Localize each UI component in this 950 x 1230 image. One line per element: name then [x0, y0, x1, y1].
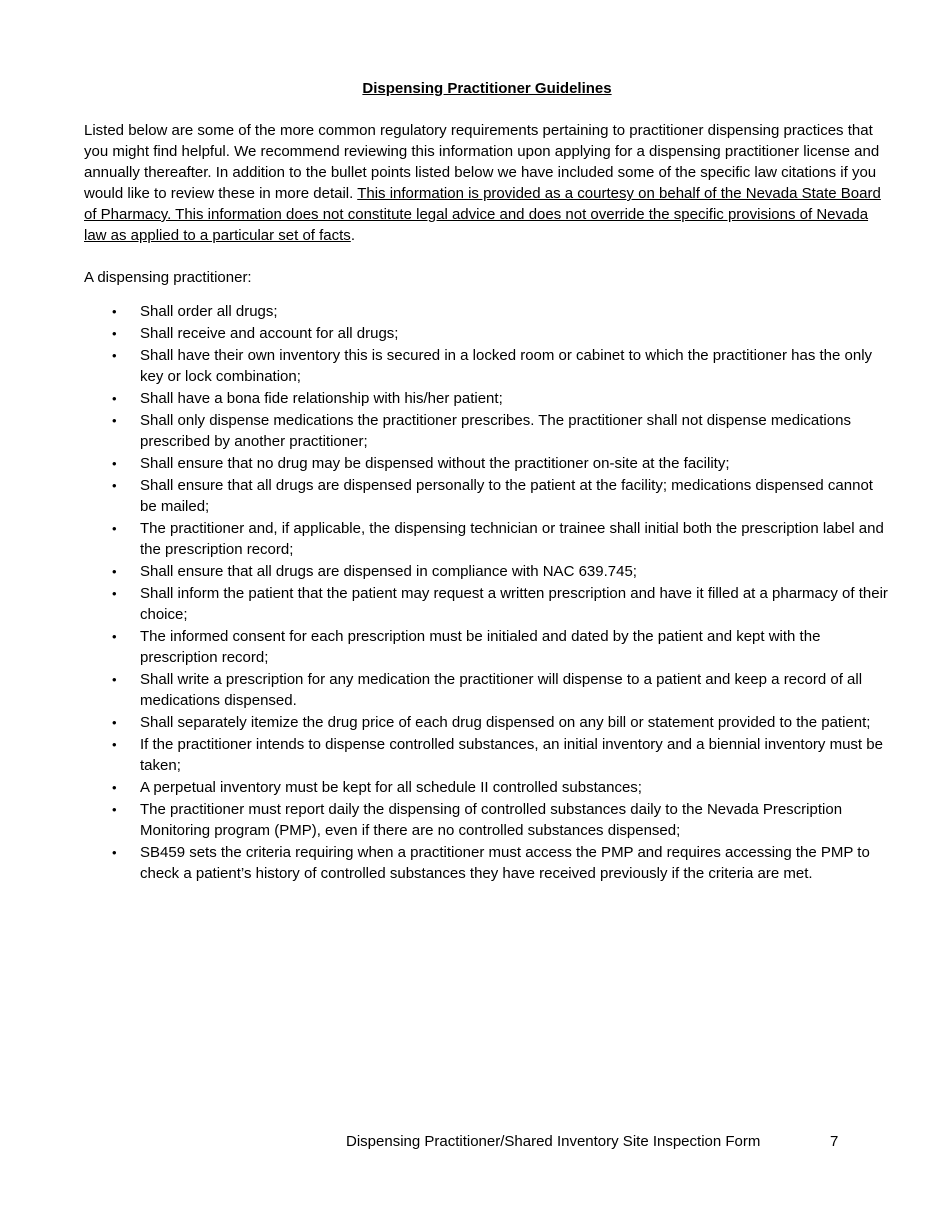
footer-form-title: Dispensing Practitioner/Shared Inventory Site Inspection Form	[346, 1133, 761, 1150]
list-item	[84, 518, 890, 560]
bullet-icon: •	[112, 413, 117, 428]
list-item-text: Shall ensure that all drugs are dispensed in compliance with NAC 639.745;	[140, 563, 637, 580]
list-item	[84, 799, 890, 841]
list-item	[84, 410, 890, 452]
list-item-text: Shall only dispense medications the practitioner prescribes. The practitioner shall not dispense medications prescribed by another practitioner;	[140, 412, 851, 450]
list-item-text: A perpetual inventory must be kept for all schedule II controlled substances;	[140, 779, 642, 796]
list-item	[84, 583, 890, 625]
bullet-icon: •	[112, 348, 117, 363]
bullet-icon: •	[112, 456, 117, 471]
bullet-icon: •	[112, 586, 117, 601]
list-item	[84, 626, 890, 668]
list-item-text: Shall have their own inventory this is secured in a locked room or cabinet to which the practitioner has the only key or lock combination;	[140, 347, 873, 385]
bullet-icon: •	[112, 564, 117, 579]
bullet-icon: •	[112, 802, 117, 817]
list-item	[84, 388, 890, 409]
list-item	[84, 475, 890, 517]
intro-end: .	[350, 227, 355, 244]
page-title: Dispensing Practitioner Guidelines	[362, 80, 612, 97]
bullet-icon: •	[112, 391, 117, 406]
list-item-text: Shall inform the patient that the patient may request a written prescription and have it filled at a pharmacy of their choice;	[140, 585, 888, 623]
list-item-text: The practitioner must report daily the dispensing of controlled substances daily to the Nevada Prescription Monitoring program (PMP), even if there are no controlled substances dispensed;	[140, 801, 843, 839]
bullet-icon: •	[112, 326, 117, 341]
list-item-text: Shall ensure that all drugs are dispensed personally to the patient at the facility; medications dispensed cannot be mailed;	[140, 477, 873, 515]
intro-text: Listed below are some of the more common regulatory requirements pertaining to practitioner dispensing practices that you might find helpful. We recommend reviewing this information upon applying for a dispensing practitioner license and annually thereafter. In addition to the bullet points listed below we have included some of the specific law citations if you would like to review these in more detail.	[84, 122, 880, 202]
list-item-text: SB459 sets the criteria requiring when a practitioner must access the PMP and requires accessing the PMP to check a patient’s history of controlled substances they have received previously if the criteria are met.	[140, 844, 870, 882]
bullet-icon: •	[112, 629, 117, 644]
list-item-text: Shall have a bona fide relationship with his/her patient;	[140, 390, 503, 407]
list-item	[84, 712, 890, 733]
list-item-text: Shall receive and account for all drugs;	[140, 325, 399, 342]
list-item	[84, 453, 890, 474]
page-footer	[346, 1131, 839, 1152]
bullet-icon: •	[112, 672, 117, 687]
list-item	[84, 777, 890, 798]
requirements-list	[84, 301, 890, 884]
bullet-icon: •	[112, 715, 117, 730]
intro-paragraph	[84, 120, 890, 246]
list-item-text: Shall order all drugs;	[140, 303, 278, 320]
document-page	[84, 78, 890, 885]
bullet-icon: •	[112, 845, 117, 860]
page-number: 7	[830, 1133, 839, 1150]
list-item-text: Shall separately itemize the drug price of each drug dispensed on any bill or statement provided to the patient;	[140, 714, 871, 731]
bullet-icon: •	[112, 737, 117, 752]
list-item	[84, 345, 890, 387]
list-item-text: Shall write a prescription for any medication the practitioner will dispense to a patient and keep a record of all medications dispensed.	[140, 671, 863, 709]
list-item	[84, 842, 890, 884]
list-item	[84, 561, 890, 582]
intro-disclaimer: This information is provided as a courtesy on behalf of the Nevada State Board of Pharmacy. This information does not constitute legal advice and does not override the specific provisions of Nevada law as applied to a particular set of facts	[84, 185, 881, 244]
list-lead: A dispensing practitioner:	[84, 269, 252, 286]
bullet-icon: •	[112, 478, 117, 493]
bullet-icon: •	[112, 304, 117, 319]
list-item-text: Shall ensure that no drug may be dispensed without the practitioner on-site at the facility;	[140, 455, 730, 472]
list-item	[84, 301, 890, 322]
list-item	[84, 669, 890, 711]
list-item-text: The informed consent for each prescription must be initialed and dated by the patient and kept with the prescription record;	[140, 628, 821, 666]
list-item-text: If the practitioner intends to dispense controlled substances, an initial inventory and a biennial inventory must be taken;	[140, 736, 883, 774]
bullet-icon: •	[112, 521, 117, 536]
list-item	[84, 734, 890, 776]
bullet-icon: •	[112, 780, 117, 795]
list-item-text: The practitioner and, if applicable, the dispensing technician or trainee shall initial both the prescription label and the prescription record;	[140, 520, 884, 558]
list-item	[84, 323, 890, 344]
